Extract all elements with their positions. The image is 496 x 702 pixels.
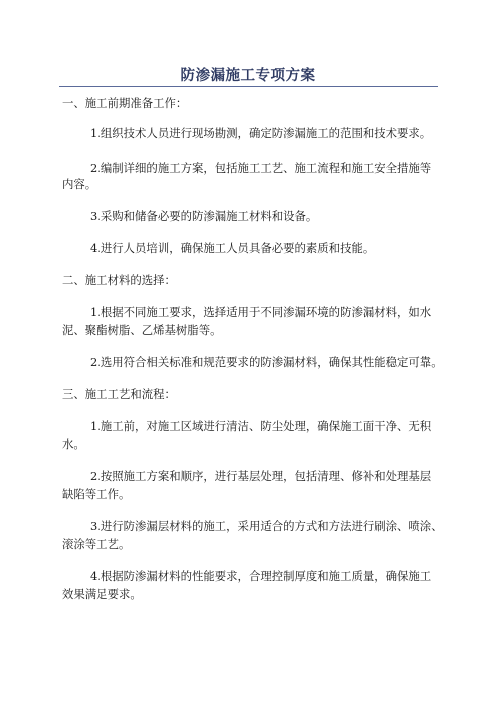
section-item: 4.进行人员培训，确保施工人员具备必要的素质和技能。: [90, 241, 375, 255]
section-item: 3.进行防渗漏层材料的施工，采用适合的方式和方法进行刷涂、喷涂、: [90, 519, 443, 533]
section-item-continuation: 缺陷等工作。: [62, 487, 131, 501]
section-item-continuation: 泥、聚酯树脂、乙烯基树脂等。: [62, 323, 222, 337]
section-item: 3.采购和储备必要的防渗漏施工材料和设备。: [90, 209, 318, 223]
section-item: 4.根据防渗漏材料的性能要求，合理控制厚度和施工质量，确保施工: [90, 569, 432, 583]
title-underline: [59, 86, 438, 87]
section-item: 1.根据不同施工要求，选择适用于不同渗漏环境的防渗漏材料，如水: [90, 305, 432, 319]
section-item-continuation: 水。: [62, 437, 85, 451]
section-heading: 三、施工工艺和流程：: [62, 387, 176, 401]
section-heading: 二、施工材料的选择：: [62, 273, 176, 287]
section-item: 2.选用符合相关标准和规范要求的防渗漏材料，确保其性能稳定可靠。: [90, 355, 443, 369]
section-item-continuation: 效果满足要求。: [62, 587, 142, 601]
section-item-continuation: 滚涂等工艺。: [62, 537, 131, 551]
section-item-continuation: 内容。: [62, 177, 97, 191]
section-item: 1.施工前，对施工区域进行清洁、防尘处理，确保施工面干净、无积: [90, 419, 432, 433]
section-item: 2.按照施工方案和顺序，进行基层处理，包括清理、修补和处理基层: [90, 469, 432, 483]
section-item: 1.组织技术人员进行现场勘测，确定防渗漏施工的范围和技术要求。: [90, 126, 432, 140]
section-item: 2.编制详细的施工方案，包括施工工艺、施工流程和施工安全措施等: [90, 161, 432, 175]
section-heading: 一、施工前期准备工作：: [62, 96, 188, 110]
document-title: 防渗漏施工专项方案: [180, 67, 316, 84]
